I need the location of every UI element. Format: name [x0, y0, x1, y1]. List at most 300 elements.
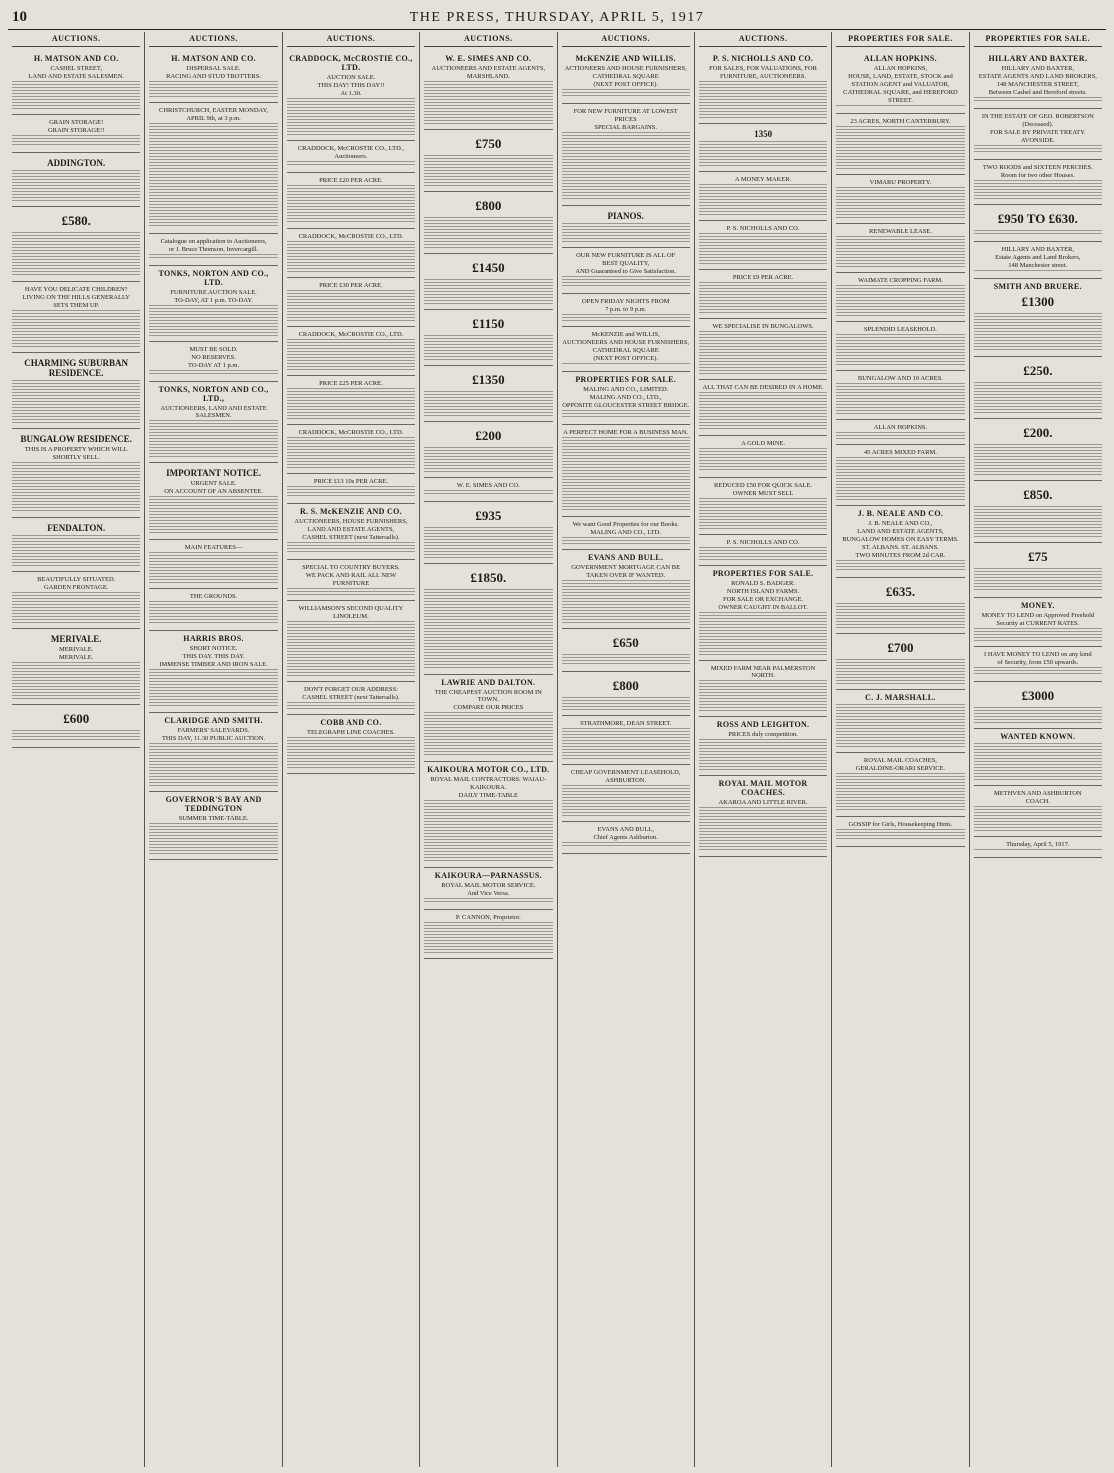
- ad-subheading: CHEAP GOVERNMENT LEASEHOLD,: [570, 768, 681, 776]
- advertisement: [699, 717, 827, 776]
- advertisement: [974, 786, 1102, 837]
- advertisement: [287, 278, 415, 327]
- advertisement: [699, 124, 827, 172]
- ad-subheading: WE PACK AND RAIL ALL NEW: [305, 572, 397, 580]
- ad-subheading: Between Cashel and Hereford streets.: [988, 89, 1087, 96]
- ad-subheading: FARMERS' SALEYARDS.: [177, 726, 250, 734]
- body-text-block: [424, 800, 552, 862]
- ad-subheading: J. B. NEALE AND CO.,: [868, 520, 933, 528]
- ad-subheading: LAND AND ESTATE SALESMEN.: [28, 73, 124, 80]
- advertisement: [424, 868, 552, 910]
- ad-subheading: AUCTIONEERS, LAND AND ESTATE SALESMEN.: [160, 405, 267, 420]
- ad-subheading: DAILY TIME-TABLE: [458, 791, 518, 799]
- ad-subheading: GOSSIP for Girls, Housekeeping Hints.: [848, 820, 953, 828]
- ad-subheading: URGENT SALE.: [190, 480, 237, 488]
- advertisement: [424, 366, 552, 422]
- ad-subheading: IMMENSE TIMBER AND IRON SALE.: [159, 661, 268, 669]
- ad-title: H. MATSON AND CO.: [171, 54, 256, 63]
- body-text-block: [287, 588, 415, 594]
- ad-price: £200.: [1023, 424, 1053, 440]
- ad-subheading: GARDEN FRONTAGE.: [43, 583, 109, 591]
- ad-subheading: TO-DAY, AT 1 p.m. TO-DAY.: [174, 297, 253, 305]
- ad-subheading: MERIVALE.: [59, 653, 94, 661]
- advertisement: [836, 445, 964, 506]
- column-header: AUCTIONS.: [424, 32, 552, 47]
- ad-subheading: PRICES: [614, 116, 637, 124]
- ad-subheading: STATION AGENT and VALUATOR,: [851, 81, 950, 88]
- advertisement: [974, 837, 1102, 858]
- body-text-block: [12, 232, 140, 275]
- advertisement: [974, 543, 1102, 599]
- advertisement: [12, 705, 140, 748]
- ad-subheading: 45 ACRES MIXED FARM.: [864, 448, 937, 456]
- ad-subheading: We want Good Properties for our Books.: [572, 521, 679, 529]
- ad-subheading: FOR SALES, FOR VALUATIONS, FOR: [709, 65, 817, 72]
- ad-subheading: CATHEDRAL SQUARE: [592, 73, 659, 80]
- advertisement: [149, 266, 277, 342]
- ad-subheading: 148 MANCHESTER STREET,: [996, 81, 1079, 88]
- ad-subheading: SPLENDID LEASEHOLD.: [863, 326, 937, 334]
- advertisement: [424, 910, 552, 959]
- advertisement: [974, 242, 1102, 279]
- ad-subheading: NO RESERVES.: [191, 354, 236, 362]
- body-text-block: [699, 331, 827, 374]
- ad-price: £935: [475, 507, 502, 523]
- column-header: AUCTIONS.: [562, 32, 690, 47]
- advertisement: [836, 51, 964, 114]
- advertisement: [149, 463, 277, 539]
- ad-subheading: GRAIN STORAGE!: [49, 118, 104, 126]
- advertisement: [149, 103, 277, 234]
- ad-subheading: 23 ACRES, NORTH CANTERBURY.: [850, 118, 951, 126]
- body-text-block: [12, 81, 140, 109]
- body-text-block: [287, 437, 415, 468]
- advertisement: [12, 429, 140, 518]
- advertisement: [836, 634, 964, 690]
- ad-price: £800: [612, 678, 639, 694]
- body-text-block: [149, 370, 277, 376]
- body-text-block: [699, 392, 827, 429]
- ad-subheading: TWO ROODS and SIXTEEN PERCHES.: [982, 164, 1093, 172]
- advertisement: [974, 160, 1102, 205]
- advertisement: [149, 51, 277, 103]
- body-text-block: [287, 161, 415, 167]
- advertisement: [974, 205, 1102, 242]
- body-text-block: [836, 704, 964, 747]
- body-text-block: [836, 659, 964, 684]
- advertisement: [287, 715, 415, 774]
- ad-title: C. J. MARSHALL.: [865, 693, 936, 703]
- advertisement: [974, 51, 1102, 109]
- body-text-block: [699, 547, 827, 559]
- body-text-block: [699, 81, 827, 118]
- advertisement: [424, 675, 552, 761]
- advertisement: [424, 564, 552, 676]
- body-text-block: [836, 457, 964, 500]
- body-text-block: [699, 680, 827, 711]
- body-text-block: [974, 506, 1102, 537]
- ad-subheading: CRADDOCK, McCROSTIE CO., LTD.: [298, 330, 404, 338]
- ad-title: H. MATSON AND CO.: [33, 54, 119, 63]
- body-text-block: [562, 223, 690, 242]
- advertisement: [12, 282, 140, 353]
- newspaper-title: THE PRESS, THURSDAY, APRIL 5, 1917: [409, 10, 705, 25]
- ad-title: J. B. NEALE AND CO.: [857, 509, 944, 519]
- ad-subheading: VIMARU PROPERTY.: [869, 179, 932, 187]
- ad-price: £1350: [472, 371, 505, 387]
- ad-title: HILLARY AND BAXTER.: [988, 54, 1088, 63]
- advertisement: [974, 481, 1102, 543]
- ad-subheading: STREET.: [887, 97, 913, 104]
- ad-subheading: MALING AND CO., LIMITED.: [583, 385, 669, 393]
- advertisement: [836, 753, 964, 816]
- body-text-block: [699, 739, 827, 770]
- ad-subheading: MALING AND CO., LTD.,: [589, 393, 662, 401]
- advertisement: [836, 817, 964, 847]
- ad-subheading: W. E. SIMES AND CO.: [456, 481, 520, 489]
- ad-subheading: OWNER MUST SELL: [732, 490, 794, 498]
- ad-subheading: GRAIN STORAGE!!: [47, 126, 105, 134]
- body-text-block: [149, 254, 277, 260]
- ad-subheading: HILLARY AND BAXTER,: [1001, 246, 1075, 254]
- ad-title: COBB AND CO.: [320, 717, 382, 727]
- body-text-block: [974, 743, 1102, 780]
- advertisement: [424, 762, 552, 868]
- ad-subheading: DISPERSAL SALE.: [186, 65, 241, 72]
- advertisement: [699, 270, 827, 319]
- advertisement: [287, 51, 415, 141]
- ad-subheading: TWO MINUTES FROM 2d CAR.: [855, 552, 946, 560]
- body-text-block: [149, 420, 277, 457]
- ad-subheading: CHRISTCHURCH, EASTER MONDAY,: [159, 106, 269, 114]
- advertisement: [424, 130, 552, 192]
- advertisement: [699, 566, 827, 661]
- ad-subheading: Catalogue on application to Auctioneers,: [160, 237, 267, 245]
- ad-subheading: WE SPECIALISE IN BUNGALOWS.: [712, 322, 814, 330]
- ad-price: £1150: [472, 316, 505, 332]
- body-text-block: [699, 612, 827, 655]
- ad-subheading: MERIVALE.: [59, 645, 94, 653]
- body-text-block: [12, 535, 140, 566]
- column-header: AUCTIONS.: [287, 32, 415, 47]
- ad-subheading: WAIMATE CROPPING FARM.: [857, 277, 943, 285]
- ad-price: £650: [612, 635, 639, 651]
- body-text-block: [287, 388, 415, 419]
- column-header: PROPERTIES FOR SALE.: [974, 32, 1102, 47]
- column-header: PROPERTIES FOR SALE.: [836, 32, 964, 47]
- advertisement: [287, 376, 415, 425]
- ad-subheading: P. S. NICHOLLS AND CO.: [726, 539, 800, 547]
- body-text-block: [424, 155, 552, 186]
- ad-subheading: AUCTIONEERS, HOUSE FURNISHERS,: [294, 517, 408, 525]
- body-text-block: [12, 310, 140, 347]
- ad-subheading: ACTIONEERS AND HOUSE FURNISHERS,: [564, 65, 687, 72]
- advertisement: [424, 192, 552, 254]
- ad-subheading: SETS THEM UP.: [53, 301, 100, 309]
- advertisement: [699, 436, 827, 479]
- body-text-block: [287, 98, 415, 135]
- advertisement: [149, 342, 277, 382]
- advertisement: [424, 51, 552, 130]
- ad-title: HARRIS BROS.: [183, 634, 244, 644]
- body-text-block: [424, 335, 552, 360]
- ad-subheading: EVANS AND BULL,: [597, 825, 654, 833]
- ad-subheading: (Deceased).: [1022, 121, 1054, 129]
- advertisement: [287, 560, 415, 600]
- ad-subheading: FURNITURE: [332, 580, 370, 588]
- body-text-block: [974, 444, 1102, 475]
- ad-heading: IMPORTANT NOTICE.: [166, 468, 261, 479]
- ad-subheading: I HAVE MONEY TO LEND on any kind: [984, 650, 1092, 658]
- ad-subheading: MUST BE SOLD.: [189, 346, 238, 354]
- ad-subheading: THIS DAY. THIS DAY.: [182, 653, 245, 661]
- columns: [8, 32, 1106, 1467]
- ad-subheading: TO-DAY AT 1 p.m.: [188, 362, 240, 370]
- body-text-block: [287, 542, 415, 554]
- ad-subheading: P. CANNON, Proprietor.: [455, 913, 521, 921]
- body-text-block: [562, 728, 690, 759]
- body-text-block: [562, 132, 690, 200]
- ad-subheading: MONEY TO LEND on Approved Freehold: [981, 612, 1095, 620]
- column-header: AUCTIONS.: [12, 32, 140, 47]
- column-header: AUCTIONS.: [699, 32, 827, 47]
- advertisement: [562, 294, 690, 326]
- advertisement: [974, 647, 1102, 682]
- ad-title: LAWRIE AND DALTON.: [441, 678, 536, 688]
- ad-subheading: THIS DAY! THIS DAY!!: [317, 82, 385, 89]
- ad-heading: PIANOS.: [607, 211, 644, 222]
- ad-subheading: A PERFECT HOME FOR A BUSINESS MAN.: [563, 429, 689, 437]
- ad-subheading: And Vice Versa.: [467, 889, 510, 897]
- advertisement: [424, 310, 552, 366]
- ad-subheading: BEAUTIFULLY SITUATED.: [37, 575, 116, 583]
- ad-subheading: FOR NEW FURNITURE AT LOWEST: [573, 108, 678, 116]
- ad-subheading: METHVEN AND ASHBURTON: [994, 789, 1082, 797]
- body-text-block: [424, 527, 552, 558]
- body-text-block: [836, 829, 964, 841]
- advertisement: [287, 425, 415, 474]
- body-text-block: [699, 807, 827, 850]
- body-text-block: [287, 185, 415, 222]
- column-7: [832, 32, 969, 1467]
- body-text-block: [287, 737, 415, 768]
- ad-price: £750: [475, 136, 502, 152]
- ad-subheading: HAVE YOU DELICATE CHILDREN?: [24, 285, 128, 293]
- ad-title: McKENZIE AND WILLIS.: [575, 54, 676, 63]
- ad-subheading: CASHEL STREET,: [50, 65, 102, 72]
- advertisement: [699, 172, 827, 221]
- advertisement: [12, 115, 140, 153]
- ad-subheading: A MONEY MAKER.: [734, 175, 792, 183]
- advertisement: [149, 589, 277, 632]
- advertisement: [699, 221, 827, 270]
- body-text-block: [836, 383, 964, 414]
- body-text-block: [149, 81, 277, 97]
- ad-subheading: MARSHLAND.: [466, 73, 510, 80]
- body-text-block: [149, 823, 277, 854]
- ad-subheading: ASHBURTON.: [605, 776, 647, 784]
- ad-subheading: GERALDINE-ORARI SERVICE.: [855, 765, 946, 773]
- ad-price: £850.: [1023, 486, 1053, 502]
- advertisement: [287, 682, 415, 714]
- advertisement: [699, 478, 827, 535]
- ad-subheading: CATHEDRAL SQUARE, and HEREFORD: [843, 89, 958, 96]
- ad-title: WANTED KNOWN.: [1000, 731, 1076, 741]
- body-text-block: [562, 410, 690, 419]
- ad-subheading: APRIL 9th, at 3 p.m.: [186, 114, 241, 122]
- column-2: [145, 32, 282, 1467]
- body-text-block: [974, 628, 1102, 640]
- ad-title: GOVERNOR'S BAY AND TEDDINGTON: [165, 795, 262, 814]
- ad-subheading: HILLARY AND BAXTER,: [1001, 65, 1075, 72]
- ad-subheading: LAND AND ESTATE AGENTS,: [857, 528, 944, 536]
- ad-subheading: ON ACCOUNT OF AN ABSENTEE.: [164, 488, 263, 496]
- body-text-block: [562, 654, 690, 666]
- advertisement: [562, 372, 690, 425]
- ad-title: CRADDOCK, McCROSTIE CO., LTD.: [289, 54, 413, 72]
- ad-price: £1300: [1021, 294, 1055, 310]
- body-text-block: [974, 270, 1102, 273]
- body-text-block: [699, 282, 827, 313]
- body-text-block: [974, 849, 1102, 852]
- ad-subheading: PRICES duly competition.: [728, 731, 798, 739]
- body-text-block: [836, 236, 964, 267]
- column-4: [420, 32, 557, 1467]
- masthead: [8, 4, 1106, 30]
- ad-subheading: SUMMER TIME-TABLE.: [178, 815, 249, 823]
- body-text-block: [562, 89, 690, 98]
- ad-subheading: WILLIAMSON'S SECOND QUALITY: [298, 604, 404, 612]
- ad-price: £635.: [885, 584, 916, 600]
- body-text-block: [12, 170, 140, 201]
- ad-title: TONKS, NORTON AND CO., LTD.,: [158, 385, 269, 404]
- body-text-block: [562, 785, 690, 816]
- advertisement: [562, 425, 690, 517]
- ad-subheading: RENEWABLE LEASE.: [869, 228, 932, 236]
- advertisement: [836, 224, 964, 273]
- ad-subheading: RACING AND STUD TROTTERS.: [166, 73, 261, 80]
- advertisement: [562, 104, 690, 206]
- ad-subheading: P. S. NICHOLLS AND CO.: [726, 224, 800, 232]
- ad-subheading: ROYAL MAIL MOTOR SERVICE.: [441, 881, 536, 889]
- advertisement: [836, 578, 964, 634]
- body-text-block: [836, 432, 964, 438]
- body-text-block: [974, 145, 1102, 154]
- body-text-block: [287, 621, 415, 677]
- ad-subheading: A GOLD MINE.: [741, 439, 785, 447]
- ad-subheading: CRADDOCK, McCROSTIE CO., LTD.,: [297, 145, 405, 153]
- advertisement: [562, 765, 690, 822]
- advertisement: [12, 629, 140, 705]
- ad-subheading: LAND AND ESTATE AGENTS,: [307, 525, 395, 533]
- body-text-block: [562, 363, 690, 366]
- body-text-block: [699, 184, 827, 215]
- ad-subheading: or J. Bruce Thomson, Invercargill.: [168, 245, 259, 253]
- ad-subheading: THE CHEAPEST AUCTION ROOM IN TOWN.: [434, 689, 542, 704]
- body-text-block: [149, 552, 277, 583]
- body-text-block: [12, 135, 140, 147]
- body-text-block: [287, 486, 415, 498]
- ad-subheading: AVONSIDE.: [1020, 137, 1055, 145]
- ad-subheading: PRICE £9 PER ACRE.: [732, 273, 794, 281]
- body-text-block: [424, 81, 552, 124]
- ad-subheading: OPPOSITE GLOUCESTER STREET BRIDGE.: [562, 401, 690, 409]
- ad-subheading: IN THE ESTATE OF GEO. ROBERTSON: [981, 113, 1094, 121]
- advertisement: [287, 504, 415, 560]
- body-text-block: [424, 217, 552, 248]
- advertisement: [562, 822, 690, 854]
- advertisement: [836, 420, 964, 444]
- advertisement: [699, 776, 827, 856]
- ad-subheading: RONALD S. BADGER.: [731, 579, 796, 587]
- ad-subheading: HOUSE, LAND, ESTATE, STOCK and: [848, 73, 953, 80]
- advertisement: [287, 173, 415, 228]
- ad-subheading: CASHEL STREET (next Tattersalls).: [302, 694, 400, 702]
- ad-subheading: NORTH ISLAND FARMS.: [726, 587, 800, 595]
- ad-subheading: MIXED FARM NEAR PALMERSTON NORTH.: [710, 665, 816, 680]
- ad-title: KAIKOURA MOTOR CO., LTD.: [427, 764, 550, 774]
- ad-subheading: TAKEN OVER IF WANTED.: [586, 571, 666, 579]
- advertisement: [287, 327, 415, 376]
- advertisement: [974, 357, 1102, 419]
- ad-subheading: Room for two other Houses.: [1000, 172, 1075, 180]
- ad-subheading: PRICE £13 10s PER ACRE.: [313, 477, 389, 485]
- advertisement: [12, 572, 140, 629]
- ad-subheading: Thursday, April 5, 1917.: [1006, 840, 1070, 848]
- ad-subheading: PRICE £30 PER ACRE.: [319, 281, 383, 289]
- advertisement: [12, 353, 140, 429]
- ad-subheading: FOR SALE OR EXCHANGE.: [722, 595, 804, 603]
- ad-heading: 1350: [754, 129, 773, 140]
- advertisement: [974, 729, 1102, 786]
- advertisement: [287, 601, 415, 683]
- ad-subheading: ALLAN HOPKINS.: [873, 424, 928, 432]
- advertisement: [562, 327, 690, 372]
- ad-subheading: CATHEDRAL SQUARE: [592, 346, 659, 354]
- body-text-block: [836, 126, 964, 169]
- advertisement: [562, 629, 690, 672]
- ad-subheading: MALING AND CO., LTD.: [590, 529, 661, 537]
- ad-price: £1450: [472, 260, 505, 276]
- ad-subheading: ST. ALBANS. ST. ALBANS.: [862, 544, 939, 552]
- body-text-block: [562, 537, 690, 543]
- column-5: [558, 32, 695, 1467]
- ad-subheading: of Security, from £50 upwards.: [997, 658, 1079, 666]
- advertisement: [699, 319, 827, 380]
- ad-title: MONEY.: [1020, 601, 1055, 611]
- ad-subheading: SHORTLY SELL.: [52, 454, 100, 462]
- advertisement: [149, 234, 277, 266]
- ad-subheading: BEST QUALITY,: [602, 260, 650, 268]
- body-text-block: [836, 560, 964, 572]
- ad-price: £250.: [1023, 362, 1053, 378]
- ad-subheading: GOVERNMENT MORTGAGE CAN BE: [571, 563, 681, 571]
- ad-subheading: ESTATE AGENTS AND LAND BROKERS,: [978, 73, 1097, 80]
- ad-heading: MERIVALE.: [50, 633, 102, 644]
- body-text-block: [562, 276, 690, 288]
- advertisement: [149, 540, 277, 589]
- advertisement: [974, 598, 1102, 646]
- body-text-block: [149, 669, 277, 706]
- advertisement: [562, 51, 690, 104]
- body-text-block: [424, 898, 552, 904]
- body-text-block: [424, 279, 552, 304]
- ad-title: TONKS, NORTON AND CO., LTD.: [158, 269, 269, 288]
- body-text-block: [149, 123, 277, 228]
- ad-subheading: ALLAN HOPKINS,: [873, 65, 928, 72]
- body-text-block: [424, 712, 552, 755]
- advertisement: [424, 478, 552, 502]
